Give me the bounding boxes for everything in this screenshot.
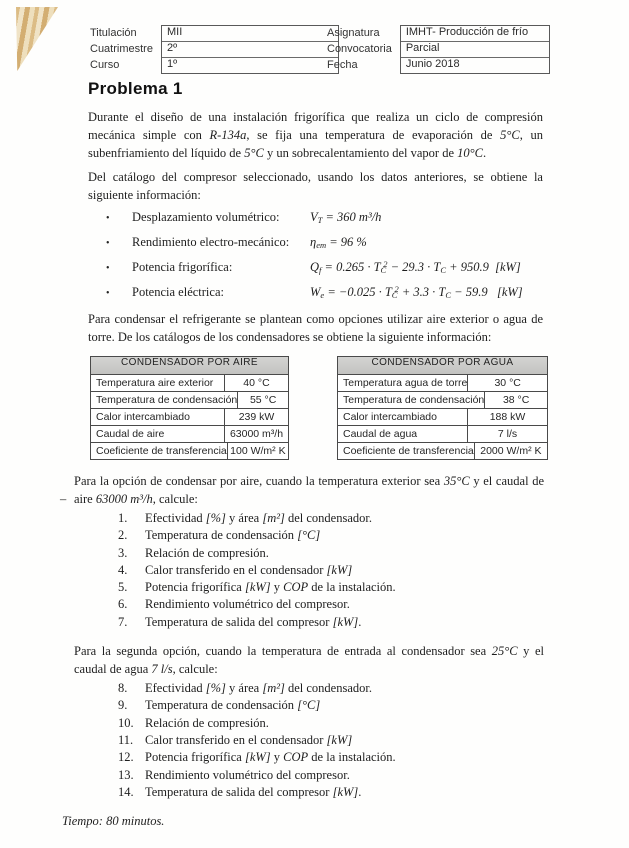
- list-item: [118, 596, 544, 613]
- text-segment: Temperatura de condensación: [145, 698, 298, 713]
- bullet-label: Potencia eléctrica:: [132, 285, 224, 299]
- table-cell-value: 2000 W/m² K: [474, 443, 547, 459]
- list-item-text: [145, 749, 396, 766]
- value-titulacion: MII: [162, 26, 338, 42]
- text-segment: , un subenfriamiento del líquido de: [88, 128, 543, 160]
- margin-dash: –: [60, 492, 67, 506]
- italic-text: [%]: [205, 511, 226, 525]
- text-segment: del condensador.: [284, 511, 372, 525]
- list-item: [118, 715, 544, 732]
- text-segment: C: [380, 265, 387, 275]
- header-right-labels: [327, 25, 392, 73]
- italic-text: [°C]: [297, 528, 321, 543]
- table-cell-value: 30 °C: [467, 375, 547, 391]
- text-segment: Efectividad: [145, 681, 206, 696]
- water-table-title: CONDENSADOR POR AGUA: [338, 357, 547, 375]
- bullet-formula: [310, 260, 544, 275]
- text-segment: Temperatura de salida del compresor: [145, 784, 333, 799]
- italic-text: = −0.025 · T: [324, 285, 392, 299]
- list-item: [118, 545, 544, 562]
- header-left-labels: [90, 25, 153, 73]
- compressor-data-list: [106, 210, 544, 303]
- table-cell-value: 40 °C: [224, 375, 288, 391]
- intro-paragraph: [88, 108, 543, 162]
- list-item: [118, 784, 544, 801]
- text-segment: Efectividad: [145, 511, 206, 525]
- list-item-number: 14.: [118, 784, 134, 799]
- list-item: [118, 562, 544, 579]
- option1-intro-text: [74, 474, 544, 506]
- text-segment: de la instalación.: [308, 580, 396, 595]
- text-segment: Temperatura de condensación: [145, 528, 298, 543]
- text-segment: .: [358, 784, 362, 799]
- bullet-item: [106, 260, 544, 278]
- list-item-number: 2.: [118, 528, 128, 543]
- text-segment: del condensador.: [284, 681, 372, 696]
- bullet-item: [106, 235, 544, 253]
- bullet-formula: [310, 235, 544, 250]
- option1-paragraph: [62, 472, 544, 508]
- italic-text: [kW]: [244, 580, 271, 595]
- bullet-formula: [310, 210, 544, 225]
- bullet-icon: •: [106, 288, 110, 299]
- italic-text: W: [310, 285, 321, 299]
- list-item-text: [145, 596, 350, 613]
- label-fecha: Fecha: [327, 59, 358, 71]
- list-item: [118, 527, 544, 544]
- list-item: [118, 614, 544, 631]
- list-item-number: 5.: [118, 580, 128, 595]
- italic-text: + 3.3 · T: [398, 285, 446, 299]
- label-titulacion: Titulación: [90, 27, 137, 39]
- text-segment: Para la segunda opción, cuando la temperatura de entrada al condensador sea: [74, 644, 492, 659]
- text-segment: e: [320, 290, 325, 300]
- condenser-tables: [90, 356, 544, 460]
- header-left-box: [161, 25, 339, 74]
- text-segment: Calor transferido en el condensador: [145, 562, 327, 577]
- list-item-number: 8.: [118, 681, 128, 696]
- italic-text: [kW]: [326, 732, 353, 747]
- table-row: [338, 392, 547, 409]
- text-segment: 2: [394, 284, 399, 294]
- option2-intro-text: [74, 644, 544, 676]
- table-cell-value: 7 l/s: [467, 426, 547, 442]
- table-cell-label: Caudal de agua: [343, 428, 418, 440]
- table-row: [91, 392, 288, 409]
- text-segment: Para condensar el refrigerante se plantean como opciones utilizar aire exterior o agua de torre. De los catálogos de los condensadores se obtiene la siguiente información:: [88, 312, 543, 344]
- italic-text: 10°C: [457, 146, 483, 160]
- text-segment: C: [445, 290, 452, 300]
- bullet-icon: •: [106, 238, 110, 249]
- italic-text: [kW]: [332, 784, 359, 799]
- header-left-group: [90, 25, 339, 74]
- list-item-text: [145, 562, 352, 579]
- water-table-body: [338, 375, 547, 459]
- bullet-label: Potencia frigorífica:: [132, 260, 233, 274]
- question-list-1: [118, 510, 544, 631]
- value-asignatura: IMHT- Producción de frío: [401, 26, 549, 42]
- bullet-label: Rendimiento electro-mecánico:: [132, 235, 290, 249]
- italic-text: 5°C: [500, 128, 520, 142]
- italic-text: [kW]: [244, 750, 271, 765]
- label-convocatoria: Convocatoria: [327, 43, 392, 55]
- italic-text: 5°C: [244, 146, 264, 160]
- table-cell-label: Coeficiente de transferencia: [96, 445, 227, 457]
- table-cell-value: 100 W/m² K: [227, 443, 288, 459]
- value-fecha: Junio 2018: [405, 58, 460, 70]
- list-item-number: 7.: [118, 614, 128, 629]
- italic-text: 63000 m³/h: [95, 492, 153, 506]
- table-cell-label: Temperatura agua de torre: [343, 377, 468, 389]
- text-segment: y un sobrecalentamiento del vapor de: [263, 146, 458, 160]
- list-item: [118, 510, 544, 527]
- header-right-group: [327, 25, 550, 74]
- page-corner-fold: [16, 7, 58, 71]
- table-cell-label: Calor intercambiado: [343, 411, 437, 423]
- text-segment: C: [440, 265, 447, 275]
- problem-body: [62, 79, 544, 830]
- list-item-text: [145, 732, 352, 749]
- bullet-label: Desplazamiento volumétrico:: [132, 210, 280, 224]
- text-segment: 2: [383, 259, 388, 269]
- italic-text: + 950.9 [kW]: [446, 260, 521, 274]
- text-segment: , calcule:: [152, 492, 198, 506]
- list-item-text: [145, 527, 320, 544]
- italic-text: V: [310, 210, 318, 224]
- italic-text: − 59.9 [kW]: [451, 285, 523, 299]
- condenser-paragraph: [88, 310, 543, 346]
- text-segment: .: [358, 614, 362, 629]
- list-item: [118, 579, 544, 596]
- list-item-text: [145, 510, 372, 527]
- table-cell-value: 55 °C: [237, 392, 288, 408]
- text-segment: Rendimiento volumétrico del compresor.: [145, 597, 350, 612]
- list-item-number: 3.: [118, 545, 128, 560]
- text-segment: Rendimiento volumétrico del compresor.: [145, 767, 350, 782]
- list-item-number: 4.: [118, 562, 128, 577]
- italic-text: Q: [310, 260, 320, 274]
- text-segment: .: [483, 146, 487, 160]
- italic-text: η: [310, 235, 317, 249]
- text-segment: C: [391, 290, 398, 300]
- table-cell-label: Caudal de aire: [96, 428, 165, 440]
- text-segment: Calor transferido en el condensador: [145, 732, 327, 747]
- list-item: [118, 767, 544, 784]
- list-item: [118, 697, 544, 714]
- air-table-body: [91, 375, 288, 459]
- italic-text: = 360 m³/h: [322, 210, 382, 224]
- table-row: [338, 426, 547, 443]
- value-convocatoria: Parcial: [401, 42, 549, 58]
- list-item-text: [145, 715, 269, 732]
- list-item-text: [145, 784, 361, 801]
- text-segment: em: [316, 240, 327, 250]
- table-row: [338, 409, 547, 426]
- label-cuatrimestre: Cuatrimestre: [90, 43, 153, 55]
- italic-text: R-134a: [209, 128, 247, 142]
- italic-text: COP: [283, 750, 309, 765]
- list-item: [118, 749, 544, 766]
- table-row: [338, 375, 547, 392]
- list-item: [118, 680, 544, 697]
- catalog-paragraph: [88, 168, 543, 204]
- table-row: [91, 375, 288, 392]
- text-segment: Relación de compresión.: [145, 545, 269, 560]
- bullet-icon: •: [106, 263, 110, 274]
- time-note: Tiempo: 80 minutos.: [62, 814, 165, 829]
- table-cell-label: Coeficiente de transferencia: [343, 445, 474, 457]
- bullet-item: [106, 210, 544, 228]
- list-item-text: [145, 545, 269, 562]
- table-cell-value: 63000 m³/h: [224, 426, 288, 442]
- header-right-box: [400, 25, 550, 74]
- italic-text: [%]: [205, 681, 226, 696]
- text-segment: y área: [225, 511, 263, 525]
- italic-text: 25°C: [491, 644, 518, 659]
- list-item-number: 1.: [118, 511, 128, 525]
- condenser-air-table: [90, 356, 289, 460]
- bullet-icon: •: [106, 213, 110, 224]
- text-segment: Potencia frigorífica: [145, 750, 245, 765]
- italic-text: [kW]: [326, 562, 353, 577]
- list-item-number: 11.: [118, 732, 134, 747]
- text-segment: y: [270, 580, 284, 595]
- text-segment: y: [270, 750, 284, 765]
- table-cell-label: Calor intercambiado: [96, 411, 190, 423]
- text-segment: Del catálogo del compresor seleccionado, usando los datos anteriores, se obtiene la siguiente información:: [88, 170, 543, 202]
- table-row: [91, 426, 288, 443]
- table-cell-label: Temperatura aire exterior: [96, 377, 214, 389]
- table-cell-value: 239 kW: [224, 409, 288, 425]
- italic-text: [°C]: [297, 698, 321, 713]
- text-segment: y el caudal de aire: [74, 474, 545, 506]
- table-row: [338, 443, 547, 459]
- italic-text: = 0.265 · T: [321, 260, 381, 274]
- problem-title: Problema 1: [88, 79, 183, 98]
- list-item-number: 9.: [118, 698, 128, 713]
- text-segment: de la instalación.: [308, 750, 396, 765]
- italic-text: − 29.3 · T: [387, 260, 441, 274]
- table-row: [91, 443, 288, 459]
- italic-text: [kW]: [332, 614, 359, 629]
- table-cell-value: 38 °C: [484, 392, 547, 408]
- text-segment: , se fija una temperatura de evaporación de: [246, 128, 501, 142]
- air-table-title: CONDENSADOR POR AIRE: [91, 357, 288, 375]
- list-item-number: 12.: [118, 750, 134, 765]
- bullet-item: [106, 285, 544, 303]
- table-cell-value: 188 kW: [467, 409, 547, 425]
- text-segment: Temperatura de salida del compresor: [145, 614, 333, 629]
- text-segment: Potencia frigorífica: [145, 580, 245, 595]
- table-cell-label: Temperatura de condensación: [96, 394, 238, 406]
- text-segment: f: [319, 265, 322, 275]
- list-item-number: 10.: [118, 715, 134, 730]
- list-item-text: [145, 579, 396, 596]
- text-segment: y área: [225, 681, 263, 696]
- question-list-2: [118, 680, 544, 801]
- option2-paragraph: [62, 642, 544, 678]
- text-segment: T: [317, 215, 323, 225]
- italic-text: 35°C: [443, 474, 470, 488]
- condenser-water-table: [337, 356, 548, 460]
- list-item: [118, 732, 544, 749]
- table-cell-label: Temperatura de condensación: [343, 394, 485, 406]
- text-segment: y el caudal de agua: [74, 644, 544, 677]
- italic-text: [m²]: [262, 681, 285, 696]
- label-asignatura: Asignatura: [327, 27, 380, 39]
- list-item-text: [145, 767, 350, 784]
- text-segment: Para la opción de condensar por aire, cuando la temperatura exterior sea: [74, 474, 444, 488]
- list-item-text: [145, 697, 320, 714]
- italic-text: [m²]: [262, 511, 285, 525]
- list-item-number: 6.: [118, 597, 128, 612]
- list-item-text: [145, 614, 361, 631]
- table-row: [91, 409, 288, 426]
- italic-text: 7 l/s: [151, 662, 173, 677]
- label-curso: Curso: [90, 59, 120, 71]
- list-item-text: [145, 680, 372, 697]
- value-cuatrimestre: 2º: [162, 42, 338, 58]
- value-curso: 1º: [166, 58, 178, 70]
- italic-text: COP: [283, 580, 309, 595]
- bullet-formula: [310, 285, 544, 300]
- list-item-number: 13.: [118, 767, 134, 782]
- text-segment: Durante el diseño de una instalación frigorífica que realiza un ciclo de compresión mecánica simple con: [88, 110, 543, 142]
- text-segment: , calcule:: [172, 662, 218, 677]
- text-segment: Relación de compresión.: [145, 715, 269, 730]
- italic-text: = 96 %: [326, 235, 367, 249]
